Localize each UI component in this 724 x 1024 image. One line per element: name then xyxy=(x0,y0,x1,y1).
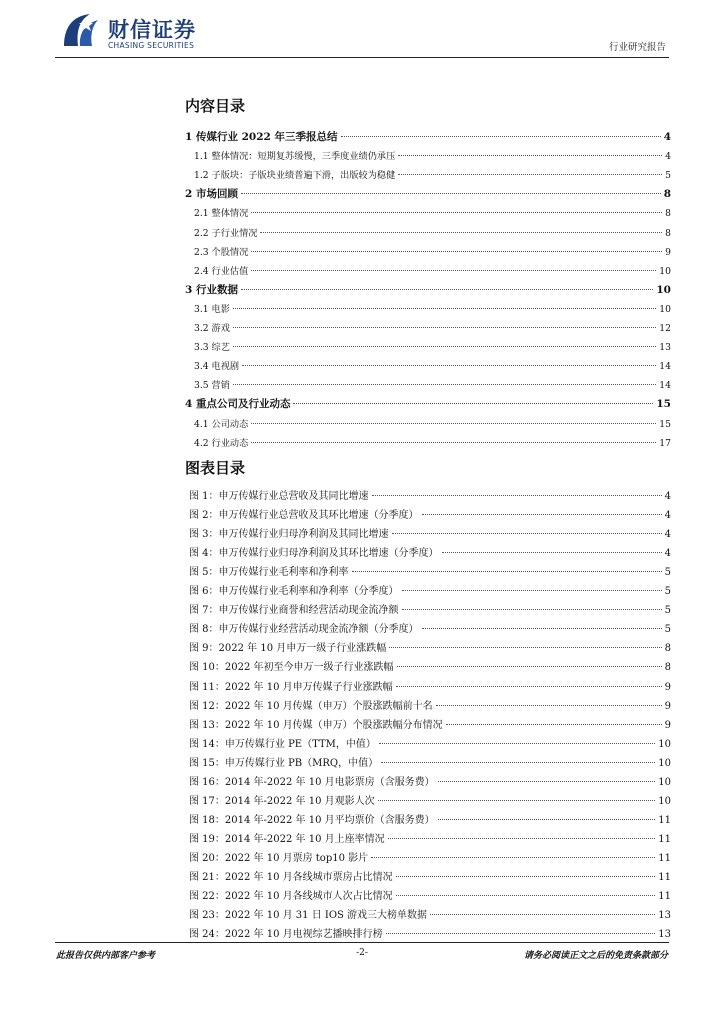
toc-section-entry[interactable] xyxy=(185,320,671,334)
dot-leader xyxy=(446,724,662,725)
entry-label: 2 市场回顾 xyxy=(185,188,238,201)
toc-chapter-entry[interactable] xyxy=(185,396,671,411)
entry-label: 图 24：2022 年 10 月电视综艺播映排行榜 xyxy=(189,929,383,941)
dot-leader xyxy=(260,232,662,233)
dot-leader xyxy=(341,136,661,137)
entry-label: 图 7：申万传媒行业商誉和经营活动现金流净额 xyxy=(189,605,399,617)
footer-notice: 请务必阅读正文之后的免责条款部分 xyxy=(523,951,668,961)
entry-page-number: 10 xyxy=(658,776,671,788)
entry-page-number: 15 xyxy=(659,418,671,430)
dot-leader xyxy=(251,251,662,252)
dot-leader xyxy=(389,647,661,648)
toc-section-entry[interactable] xyxy=(185,435,671,449)
entry-page-number: 10 xyxy=(659,265,671,277)
entry-label: 3.1 电影 xyxy=(194,303,230,315)
figure-entry[interactable] xyxy=(189,678,671,693)
entry-page-number: 14 xyxy=(659,380,671,392)
entry-page-number: 4 xyxy=(665,151,671,163)
entry-page-number: 14 xyxy=(659,361,671,373)
entry-page-number: 8 xyxy=(664,643,671,655)
entry-page-number: 10 xyxy=(659,303,671,315)
dot-leader xyxy=(241,289,653,290)
toc-section-entry[interactable] xyxy=(185,167,671,181)
entry-label: 1.2 子版块：子版块业绩普遍下滑，出版较为稳健 xyxy=(194,170,396,182)
figure-entry[interactable] xyxy=(189,773,671,788)
entry-label: 图 4：申万传媒行业归母净利润及其环比增速（分季度） xyxy=(189,548,439,560)
toc-section-entry[interactable] xyxy=(185,339,671,353)
entry-page-number: 8 xyxy=(664,662,671,674)
entry-page-number: 4 xyxy=(663,131,671,143)
toc-section-entry[interactable] xyxy=(185,358,671,372)
toc-section-entry[interactable] xyxy=(185,244,671,258)
logo-text-cn: 财信证券 xyxy=(108,18,196,42)
entry-label: 2.4 行业估值 xyxy=(194,265,249,277)
dot-leader xyxy=(379,743,655,744)
logo-text-en: CHASING SECURITIES xyxy=(108,41,195,50)
figure-entry[interactable] xyxy=(189,887,671,902)
entry-page-number: 4 xyxy=(664,510,671,522)
page-header xyxy=(0,0,724,62)
entry-label: 图 18：2014 年-2022 年 10 月平均票价（含服务费） xyxy=(189,814,435,826)
figure-entry[interactable] xyxy=(189,639,671,654)
dot-leader xyxy=(436,705,662,706)
entry-page-number: 5 xyxy=(664,624,671,636)
entry-label: 3.2 游戏 xyxy=(194,323,230,334)
entry-label: 3.5 营销 xyxy=(194,380,230,392)
toc-chapter-entry[interactable] xyxy=(185,282,671,297)
entry-page-number: 9 xyxy=(665,246,671,258)
dot-leader xyxy=(398,155,662,156)
figure-entry[interactable] xyxy=(189,792,671,807)
dot-leader xyxy=(402,609,662,610)
dot-leader xyxy=(398,174,662,175)
toc-title: 内容目录 xyxy=(185,97,246,115)
figure-entry[interactable] xyxy=(189,754,671,769)
figure-entry[interactable] xyxy=(189,658,671,673)
dot-leader xyxy=(386,933,656,934)
figure-entry[interactable] xyxy=(189,868,671,883)
entry-label: 图 6：申万传媒行业毛利率和净利率（分季度） xyxy=(189,586,399,598)
dot-leader xyxy=(422,514,662,515)
figure-entry[interactable] xyxy=(189,563,671,578)
dot-leader xyxy=(381,762,655,763)
entry-page-number: 11 xyxy=(658,814,671,826)
entry-label: 图 20：2022 年 10 月票房 top10 影片 xyxy=(189,852,369,864)
figure-entry[interactable] xyxy=(189,811,671,826)
figure-entry[interactable] xyxy=(189,487,671,502)
figure-entry[interactable] xyxy=(189,697,671,712)
dot-leader xyxy=(251,270,656,271)
toc-section-entry[interactable] xyxy=(185,377,671,391)
entry-label: 图 5：申万传媒行业毛利率和净利率 xyxy=(189,567,349,579)
dot-leader xyxy=(242,365,656,366)
dot-leader xyxy=(371,857,655,858)
dot-leader xyxy=(372,495,662,496)
figure-entry[interactable] xyxy=(189,544,671,559)
entry-page-number: 5 xyxy=(664,605,671,617)
entry-label: 4.2 行业动态 xyxy=(194,437,249,449)
entry-label: 图 10：2022 年初至今申万一级子行业涨跌幅 xyxy=(189,662,394,674)
entry-label: 图 9：2022 年 10 月申万一级子行业涨跌幅 xyxy=(189,643,387,655)
footer-divider xyxy=(55,942,669,943)
entry-page-number: 8 xyxy=(665,208,671,220)
entry-label: 4 重点公司及行业动态 xyxy=(185,398,291,411)
entry-page-number: 4 xyxy=(664,491,671,502)
entry-page-number: 10 xyxy=(658,738,671,750)
toc-section-entry[interactable] xyxy=(185,148,671,162)
entry-page-number: 10 xyxy=(656,283,671,296)
dot-leader xyxy=(397,666,662,667)
page-number: -2- xyxy=(356,948,368,958)
dot-leader xyxy=(352,571,662,572)
entry-label: 3.3 综艺 xyxy=(194,342,230,354)
toc-section-entry[interactable] xyxy=(185,301,671,315)
entry-label: 图 14：申万传媒行业 PE（TTM，中值） xyxy=(189,738,376,750)
entry-page-number: 5 xyxy=(664,567,671,579)
entry-page-number: 13 xyxy=(659,342,671,354)
entry-page-number: 8 xyxy=(665,227,671,239)
entry-label: 图 1：申万传媒行业总营收及其同比增速 xyxy=(189,491,369,502)
entry-page-number: 13 xyxy=(658,929,671,941)
entry-page-number: 4 xyxy=(664,529,671,541)
entry-label: 3.4 电视剧 xyxy=(194,361,240,373)
dot-leader xyxy=(442,552,662,553)
dot-leader xyxy=(251,442,656,443)
dot-leader xyxy=(388,838,656,839)
entry-page-number: 5 xyxy=(664,586,671,598)
figure-entry[interactable] xyxy=(189,506,671,521)
figure-entry[interactable] xyxy=(189,620,671,635)
entry-page-number: 5 xyxy=(665,170,671,182)
entry-page-number: 9 xyxy=(664,719,671,731)
entry-page-number: 15 xyxy=(656,398,671,411)
entry-label: 1.1 整体情况：短期复苏缓慢，三季度业绩仍承压 xyxy=(194,151,396,163)
toc-chapter-entry[interactable] xyxy=(185,186,671,201)
entry-page-number: 8 xyxy=(663,188,671,201)
figure-entry[interactable] xyxy=(189,716,671,731)
figure-entry[interactable] xyxy=(189,735,671,750)
dot-leader xyxy=(422,628,662,629)
figure-entry[interactable] xyxy=(189,925,671,940)
dot-leader xyxy=(438,781,656,782)
entry-page-number: 11 xyxy=(658,833,671,845)
entry-label: 图 2：申万传媒行业总营收及其环比增速（分季度） xyxy=(189,510,419,522)
entry-label: 2.3 个股情况 xyxy=(194,246,249,258)
entry-label: 图 16：2014 年-2022 年 10 月电影票房（含服务费） xyxy=(189,776,435,788)
entry-label: 2.1 整体情况 xyxy=(194,208,249,220)
dot-leader xyxy=(233,346,656,347)
footer-disclaimer: 此报告仅供内部客户参考 xyxy=(56,951,156,961)
company-logo xyxy=(62,12,100,48)
entry-label: 图 13：2022 年 10 月传媒（申万）个股涨跌幅分布情况 xyxy=(189,719,443,731)
entry-label: 图 17：2014 年-2022 年 10 月观影人次 xyxy=(189,795,375,807)
dot-leader xyxy=(396,686,662,687)
logo-emblem-icon xyxy=(62,12,100,48)
figure-entry[interactable] xyxy=(189,906,671,921)
dot-leader xyxy=(378,800,656,801)
toc-section-entry[interactable] xyxy=(185,416,671,430)
dot-leader xyxy=(392,533,662,534)
entry-label: 图 19：2014 年-2022 年 10 月上座率情况 xyxy=(189,833,385,845)
entry-page-number: 10 xyxy=(658,757,671,769)
entry-page-number: 9 xyxy=(664,700,671,712)
dot-leader xyxy=(396,876,656,877)
entry-page-number: 13 xyxy=(658,910,671,922)
entry-page-number: 10 xyxy=(658,795,671,807)
entry-page-number: 12 xyxy=(659,323,671,334)
entry-label: 2.2 子行业情况 xyxy=(194,227,258,239)
dot-leader xyxy=(430,914,655,915)
entry-page-number: 17 xyxy=(659,437,671,449)
figure-entry[interactable] xyxy=(189,525,671,540)
toc-chapter-entry[interactable] xyxy=(185,129,671,144)
document-type: 行业研究报告 xyxy=(608,42,666,53)
entry-label: 3 行业数据 xyxy=(185,283,238,296)
figure-entry[interactable] xyxy=(189,601,671,616)
entry-label: 图 3：申万传媒行业归母净利润及其同比增速 xyxy=(189,529,389,541)
entry-page-number: 11 xyxy=(658,891,671,903)
entry-label: 图 11：2022 年 10 月申万传媒子行业涨跌幅 xyxy=(189,681,393,693)
toc-section-entry[interactable] xyxy=(185,205,671,219)
entry-label: 图 8：申万传媒行业经营活动现金流净额（分季度） xyxy=(189,624,419,636)
dot-leader xyxy=(293,403,653,404)
entry-page-number: 11 xyxy=(658,872,671,883)
entry-label: 图 15：申万传媒行业 PB（MRQ，中值） xyxy=(189,757,379,769)
dot-leader xyxy=(233,384,656,385)
dot-leader xyxy=(251,423,656,424)
entry-label: 1 传媒行业 2022 年三季报总结 xyxy=(185,131,338,143)
dot-leader xyxy=(241,193,661,194)
entry-label: 图 21：2022 年 10 月各线城市票房占比情况 xyxy=(189,872,393,883)
entry-label: 图 22：2022 年 10 月各线城市人次占比情况 xyxy=(189,891,393,903)
dot-leader xyxy=(251,212,662,213)
dot-leader xyxy=(396,895,656,896)
figures-title: 图表目录 xyxy=(185,459,246,477)
dot-leader xyxy=(402,590,662,591)
entry-page-number: 4 xyxy=(664,548,671,560)
header-divider xyxy=(55,57,669,58)
figure-entry[interactable] xyxy=(189,849,671,864)
entry-label: 4.1 公司动态 xyxy=(194,418,249,430)
dot-leader xyxy=(438,819,656,820)
entry-label: 图 12：2022 年 10 月传媒（申万）个股涨跌幅前十名 xyxy=(189,700,433,712)
figure-entry[interactable] xyxy=(189,582,671,597)
entry-page-number: 11 xyxy=(658,852,671,864)
entry-label: 图 23：2022 年 10 月 31 日 IOS 游戏三大榜单数据 xyxy=(189,910,428,922)
toc-section-entry[interactable] xyxy=(185,225,671,239)
entry-page-number: 9 xyxy=(664,681,671,693)
toc-section-entry[interactable] xyxy=(185,263,671,277)
dot-leader xyxy=(233,308,656,309)
figure-entry[interactable] xyxy=(189,830,671,845)
dot-leader xyxy=(233,327,656,328)
